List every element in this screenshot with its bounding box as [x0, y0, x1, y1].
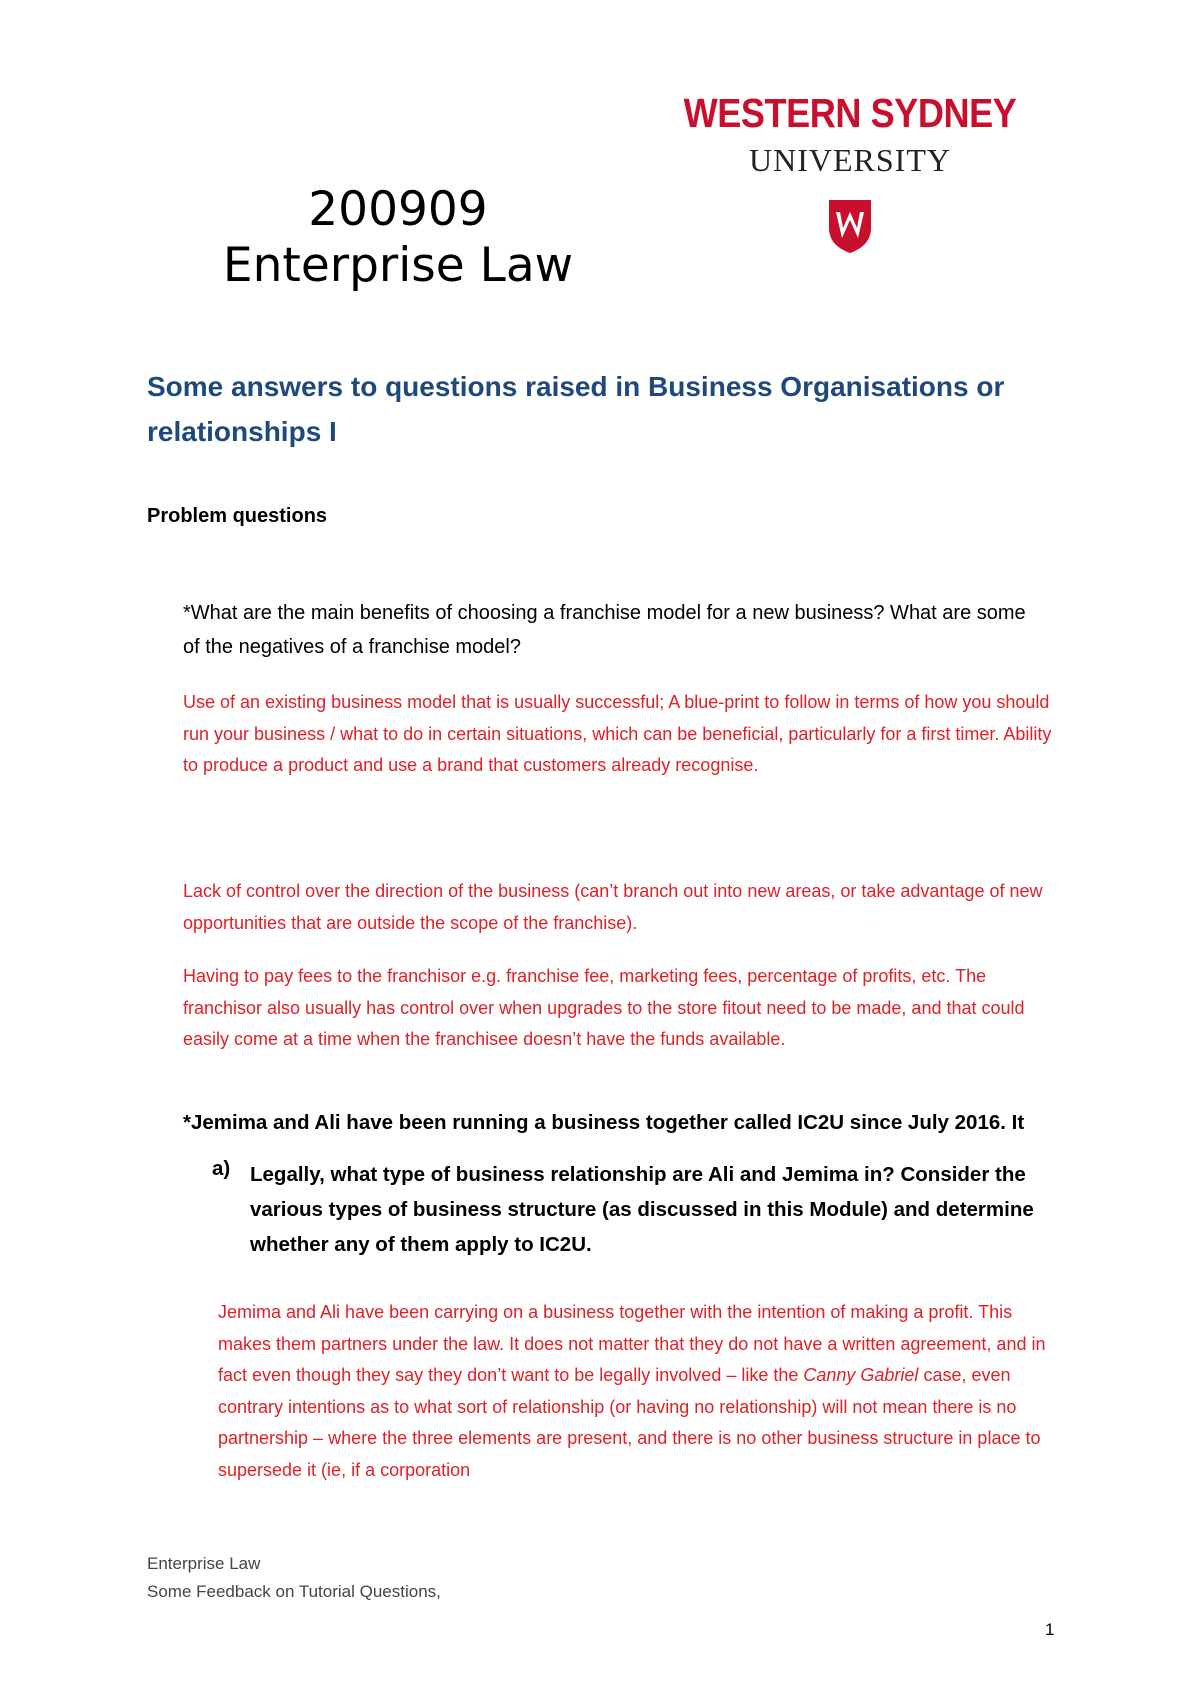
case-name: Canny Gabriel — [803, 1365, 919, 1385]
logo-line-2: UNIVERSITY — [749, 142, 951, 178]
answer-2-text-pre: Jemima and Ali have been carrying on a business together with the intention of making a profit. This makes them partners under the law. It does not matter that they do not have a written agreement, and in fact even though they say they don’t want to be legally involved – like the — [218, 1302, 1046, 1385]
answer-1-negatives-control: Lack of control over the direction of the business (can’t branch out into new areas, or take advantage of new opportunities that are outside the scope of the franchise). — [183, 881, 1043, 933]
document-title — [188, 182, 608, 294]
part-a-label: a) — [212, 1157, 231, 1180]
university-logo — [660, 90, 1040, 285]
footer-line-1: Enterprise Law — [147, 1554, 261, 1573]
footer — [147, 1550, 441, 1606]
answer-1-benefits: Use of an existing business model that is usually successful; A blue-print to follow in terms of how you should run your business / what to do in certain situations, which can be beneficial, particularly for a first timer. Ability to produce a product and use a brand that customers already recognise. — [183, 692, 1052, 775]
question-1: *What are the main benefits of choosing a franchise model for a new business? What are some of the negatives of a franchise model? — [183, 602, 1026, 658]
answer-1-negatives-fees: Having to pay fees to the franchisor e.g. franchise fee, marketing fees, percentage of profits, etc. The franchisor also usually has control over when upgrades to the store fitout need to be made, and that could easily come at a time when the franchisee doesn’t have the funds available. — [183, 966, 1025, 1049]
shield-icon — [827, 198, 873, 254]
section-heading: Problem questions — [147, 505, 328, 527]
question-2-part-a: Legally, what type of business relationship are Ali and Jemima in? Consider the various types of business structure (as discussed in this Module) and determine whether any of them apply to IC2U. — [250, 1163, 1034, 1256]
unit-code: 200909 — [308, 182, 488, 237]
unit-name: Enterprise Law — [222, 238, 574, 293]
answer-2-text-post: case, even contrary intentions as to what sort of relationship (or having no relationship) will not mean there is no partnership – where the three elements are present, and there is no other business structure in place to supersede it (ie, if a corporation — [218, 1365, 1041, 1480]
footer-line-2: Some Feedback on Tutorial Questions, — [147, 1582, 441, 1601]
question-2-intro: *Jemima and Ali have been running a business together called IC2U since July 2016. It — [183, 1111, 1025, 1134]
page-number: 1 — [1045, 1620, 1055, 1639]
page-heading: Some answers to questions raised in Business Organisations or relationships I — [147, 371, 1005, 447]
answer-2-part-a — [218, 1297, 1068, 1486]
logo-line-1: WESTERN SYDNEY — [683, 90, 1017, 136]
